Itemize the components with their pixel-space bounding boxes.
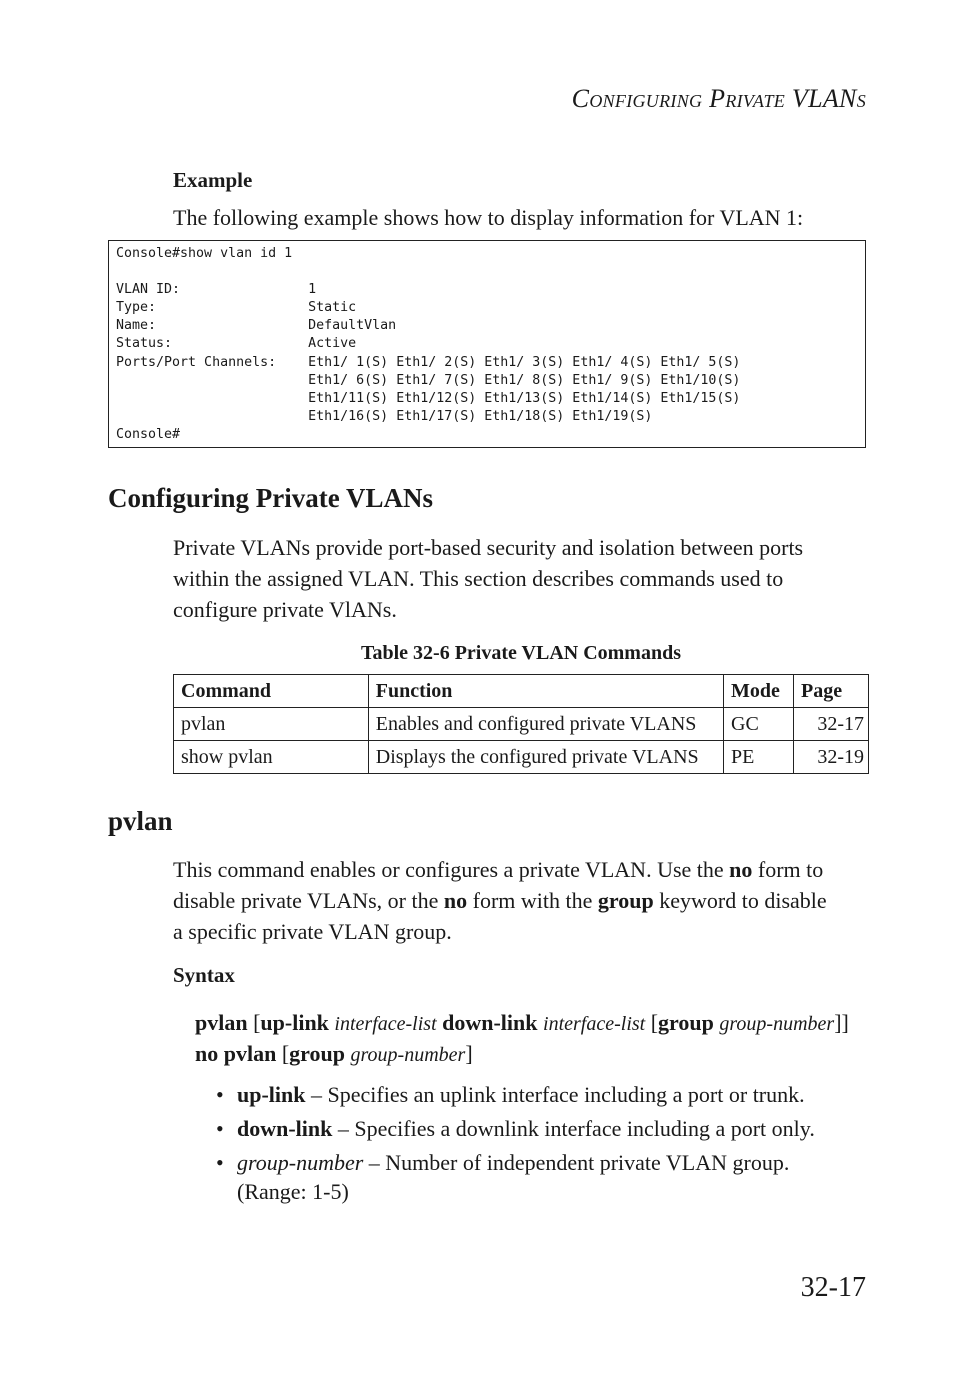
example-intro: The following example shows how to display information for VLAN 1:: [173, 205, 804, 230]
command-title: pvlan: [108, 806, 173, 836]
table-row: [174, 741, 869, 774]
console-output: Console#show vlan id 1 VLAN ID: 1 Type: Static Name: DefaultVlan Status: Active Ports/Port Channels: Eth1/ 1(S) Eth1/ 2(S) Eth1/ 3(S) Eth1/ 4(S) Eth1/ 5(S) Eth1/ 6(S) Eth1/ 7(S) Eth1/ 8(S) Eth1/ 9(S) Eth1/10(S) Eth1/11(S) Eth1/12(S) Eth1/13(S) Eth1/14(S) Eth1/15(S) Eth1/16(S) Eth1/17(S) Eth1/18(S) Eth1/19(S) Console#: [116, 246, 741, 442]
description-line: a specific private VLAN group.: [173, 919, 452, 944]
running-head-word1: onfiguring: [589, 84, 703, 113]
console-output-box: [108, 240, 866, 448]
table-cell: Enables and configured private VLANS: [368, 708, 723, 741]
running-head: [572, 84, 866, 114]
table-header-row: [174, 675, 869, 708]
table-cell: show pvlan: [174, 741, 369, 774]
table-header-cell: Mode: [724, 675, 794, 708]
description-line: disable private VLANs, or the no form with the group keyword to disable: [173, 888, 827, 913]
example-heading: Example: [173, 168, 253, 192]
running-head-word3: VLAN: [791, 84, 857, 113]
running-head-word3-suffix: s: [856, 84, 866, 113]
table-caption: Table 32-6 Private VLAN Commands: [360, 642, 681, 664]
section-intro: [173, 532, 803, 625]
section-intro-line: configure private VlANs.: [173, 597, 397, 622]
section-intro-line: Private VLANs provide port-based security and isolation between ports: [173, 535, 804, 560]
table-header-cell: Function: [368, 675, 723, 708]
table-header-cell: Command: [174, 675, 369, 708]
table-cell: PE: [724, 741, 794, 774]
running-head-word2-cap: P: [709, 84, 726, 113]
table-cell: 32-19: [794, 741, 869, 774]
syntax-line: pvlan [up-link interface-list down-link interface-list [group group-number]]: [195, 1010, 849, 1035]
table-cell: Displays the configured private VLANS: [368, 741, 723, 774]
table-cell: 32-17: [794, 708, 869, 741]
list-item: • down-link – Specifies a downlink interface including a port only.: [216, 1116, 815, 1141]
syntax-line: no pvlan [group group-number]: [195, 1041, 473, 1066]
commands-table: [173, 674, 869, 774]
table-header-cell: Page: [794, 675, 869, 708]
running-head-word1-cap: C: [571, 84, 590, 113]
bullet-marker: •: [216, 1082, 224, 1107]
table-cell: pvlan: [174, 708, 369, 741]
parameter-list: [216, 1080, 876, 1211]
syntax-block: [195, 1008, 849, 1070]
description-line: This command enables or configures a private VLAN. Use the no form to: [173, 857, 824, 882]
table-row: [174, 708, 869, 741]
section-title: Configuring Private VLANs: [108, 483, 434, 513]
table-cell: GC: [724, 708, 794, 741]
page-number: 32-17: [800, 1272, 866, 1303]
list-item: • up-link – Specifies an uplink interface including a port or trunk.: [216, 1082, 805, 1107]
bullet-marker: •: [216, 1116, 224, 1141]
bullet-marker: •: [216, 1150, 224, 1175]
section-intro-line: within the assigned VLAN. This section describes commands used to: [173, 566, 784, 591]
list-item: • group-number – Number of independent private VLAN group. (Range: 1-5): [216, 1150, 790, 1204]
running-head-word2: rivate: [725, 84, 786, 113]
command-description: [173, 854, 873, 947]
syntax-heading: Syntax: [173, 963, 235, 987]
